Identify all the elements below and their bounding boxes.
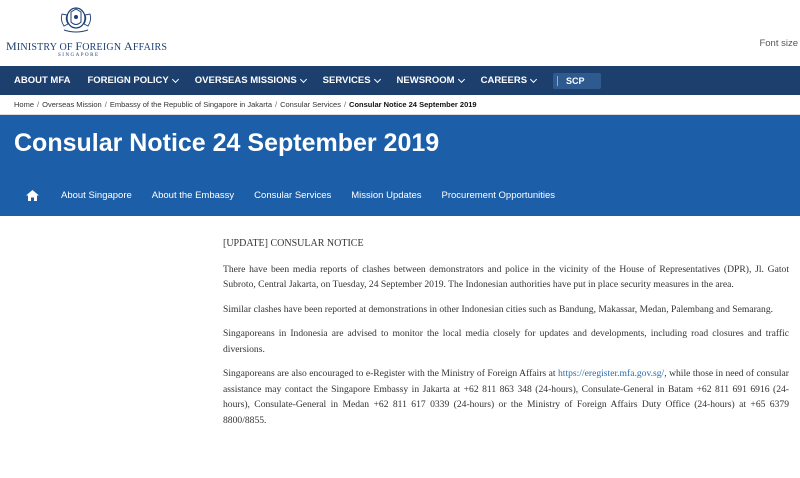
breadcrumb xyxy=(0,95,800,115)
breadcrumb-overseas-mission[interactable]: Overseas Mission xyxy=(42,100,102,109)
notice-content xyxy=(223,236,789,437)
breadcrumb-separator: / xyxy=(275,100,278,109)
page-hero xyxy=(0,115,800,216)
logo-title: MINISTRY OF FOREIGN AFFAIRS xyxy=(6,39,168,53)
nav-overseas-missions[interactable]: OVERSEAS MISSIONS xyxy=(195,75,306,86)
paragraph-text: Singaporeans are also encouraged to e-Register with the Ministry of Foreign Affairs at xyxy=(223,368,558,379)
paragraph-text: , while those in need of consular assistance may contact the Singapore Embassy in Jakarta at +62 811 863 348 (24-hours), Consulate-General in Batam +62 811 691 6916 (24-hours), Consulate-General in Medan +62 811 617 0339 (24-hours) or the Ministry of Foreign Affairs Duty Office (24-hours) at +65 6379 8800/8855. xyxy=(223,368,790,426)
notice-paragraph: Similar clashes have been reported at demonstrations in other Indonesian cities such as Bandung, Makassar, Medan, Palembang and Semarang. xyxy=(223,303,774,315)
font-size-control[interactable]: Font size xyxy=(759,38,798,49)
chevron-down-icon xyxy=(530,75,537,82)
chevron-down-icon xyxy=(172,75,179,82)
breadcrumb-embassy[interactable]: Embassy of the Republic of Singapore in Jakarta xyxy=(109,100,272,109)
breadcrumb-home[interactable]: Home xyxy=(14,100,35,109)
notice-heading: [UPDATE] CONSULAR NOTICE xyxy=(223,238,364,249)
notice-paragraph xyxy=(223,366,789,428)
scp-button[interactable] xyxy=(553,73,601,89)
scp-label: SCP xyxy=(566,75,585,86)
home-icon[interactable] xyxy=(26,190,39,201)
nav-foreign-policy[interactable]: FOREIGN POLICY xyxy=(87,75,177,86)
logo-subtitle: SINGAPORE xyxy=(58,53,100,58)
chevron-down-icon xyxy=(300,75,307,82)
subnav-procurement[interactable]: Procurement Opportunities xyxy=(441,190,556,201)
chevron-down-icon xyxy=(458,75,465,82)
nav-services[interactable]: SERVICES xyxy=(323,75,380,86)
breadcrumb-consular-services[interactable]: Consular Services xyxy=(280,100,341,109)
breadcrumb-separator: / xyxy=(343,100,347,109)
breadcrumb-separator: / xyxy=(37,100,40,109)
page-title: Consular Notice 24 September 2019 xyxy=(14,129,440,157)
notice-paragraph: There have been media reports of clashes between demonstrators and police in the vicinity of the House of Representatives (DPR), Jl. Gatot Subroto, Central Jakarta, on Tuesday, 24 September 2019. The Indonesian authorities have put in place security measures in the area. xyxy=(223,263,789,290)
nav-about-mfa[interactable]: ABOUT MFA xyxy=(14,75,71,86)
mission-subnav xyxy=(26,190,575,201)
nav-newsroom[interactable]: NEWSROOM xyxy=(397,75,464,86)
notice-paragraph: Singaporeans in Indonesia are advised to monitor the local media closely for updates and developments, including road closures and traffic diversions. xyxy=(223,328,789,355)
breadcrumb-current: Consular Notice 24 September 2019 xyxy=(349,100,477,109)
subnav-about-singapore[interactable]: About Singapore xyxy=(61,190,132,201)
mfa-logo[interactable] xyxy=(6,4,168,62)
breadcrumb-separator: / xyxy=(104,100,107,109)
subnav-consular-services[interactable]: Consular Services xyxy=(254,190,332,201)
site-header xyxy=(0,0,800,66)
divider xyxy=(557,76,558,86)
singapore-crest-icon xyxy=(58,4,94,34)
eregister-link[interactable]: https://eregister.mfa.gov.sg/ xyxy=(557,368,665,379)
chevron-down-icon xyxy=(373,75,380,82)
main-nav xyxy=(0,66,800,95)
subnav-about-embassy[interactable]: About the Embassy xyxy=(151,190,235,201)
nav-careers[interactable]: CAREERS xyxy=(481,75,536,86)
subnav-mission-updates[interactable]: Mission Updates xyxy=(351,190,422,201)
